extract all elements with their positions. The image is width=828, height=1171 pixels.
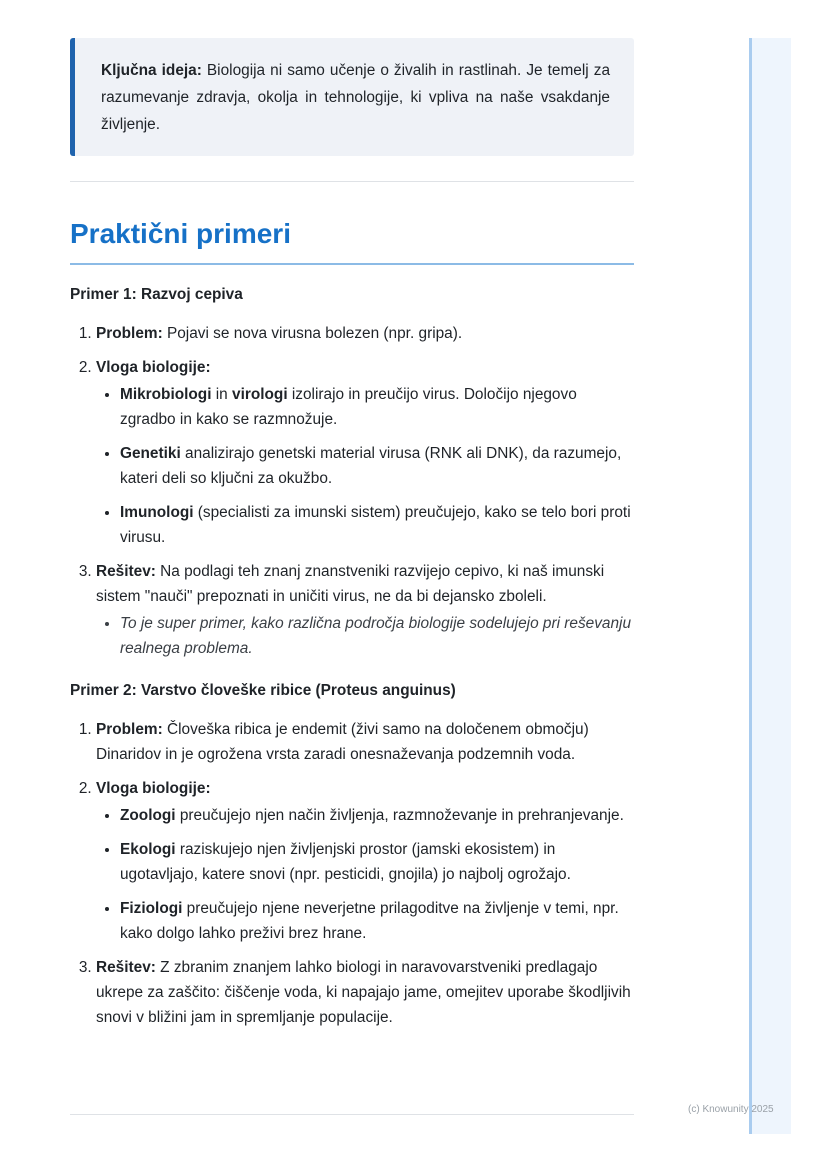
example-2-role <box>96 776 634 946</box>
example-2-title: Primer 2: Varstvo človeške ribice (Proteus anguinus) <box>70 682 456 699</box>
solution-note: • To je super primer, kako različna področja biologije sodelujejo pri reševanju realnega problema. <box>120 611 634 661</box>
solution-note-list <box>96 611 634 661</box>
role-name: Genetiki <box>120 445 181 462</box>
role-text: preučujejo njene neverjetne prilagoditve na življenje v temi, npr. kako dolgo lahko preživi brez hrane. <box>120 900 619 942</box>
section-title: Praktični primeri <box>70 216 634 265</box>
list-item <box>120 500 634 550</box>
example-1-role <box>96 355 634 550</box>
divider <box>70 181 634 182</box>
problem-label: Problem: <box>96 325 163 342</box>
example-1-list <box>70 321 634 661</box>
example-1-solution <box>96 559 634 661</box>
example-1-problem <box>96 321 634 346</box>
copyright-text: (c) Knowunity 2025 <box>688 1104 774 1115</box>
role-text: analizirajo genetski material virusa (RNK ali DNK), da razumejo, kateri deli so ključni za okužbo. <box>120 445 622 487</box>
page-sidebar <box>749 38 791 1134</box>
page-content <box>70 38 634 1039</box>
callout-text: Biologija ni samo učenje o živalih in rastlinah. Je temelj za razumevanje zdravja, okolja in tehnologije, ki vpliva na naše vsakdanje življenje. <box>101 62 610 133</box>
list-item <box>120 837 634 887</box>
list-item <box>120 441 634 491</box>
role-label: Vloga biologije: <box>96 780 211 797</box>
role-name: Mikrobiologi <box>120 386 212 403</box>
solution-label: Rešitev: <box>96 959 156 976</box>
problem-text: Človeška ribica je endemit (živi samo na določenem območju) Dinaridov in je ogrožena vrsta zaradi onesnaževanja podzemnih voda. <box>96 721 589 763</box>
example-2-problem <box>96 717 634 767</box>
example-2-roles <box>96 803 634 946</box>
solution-text: Na podlagi teh znanj znanstveniki razvijejo cepivo, ki naš imunski sistem "nauči" prepoznati in uničiti virus, ne da bi dejansko zboleli. <box>96 563 605 605</box>
solution-label: Rešitev: <box>96 563 156 580</box>
callout-label: Ključna ideja: <box>101 62 202 79</box>
role-text: in <box>211 386 233 403</box>
role-name: Zoologi <box>120 807 176 824</box>
role-name: Ekologi <box>120 841 176 858</box>
role-text: preučujejo njen način življenja, razmnoževanje in prehranjevanje. <box>175 807 624 824</box>
role-label: Vloga biologije: <box>96 359 211 376</box>
problem-label: Problem: <box>96 721 163 738</box>
example-1-title: Primer 1: Razvoj cepiva <box>70 286 243 303</box>
problem-text: Pojavi se nova virusna bolezen (npr. gripa). <box>162 325 463 342</box>
role-text: (specialisti za imunski sistem) preučujejo, kako se telo bori proti virusu. <box>120 504 631 546</box>
role-name: Imunologi <box>120 504 194 521</box>
role-name: Fiziologi <box>120 900 183 917</box>
key-idea-callout <box>70 38 634 156</box>
example-2-list <box>70 717 634 1030</box>
list-item <box>120 896 634 946</box>
list-item <box>120 803 634 828</box>
role-text: raziskujejo njen življenjski prostor (jamski ekosistem) in ugotavljajo, katere snovi (npr. pesticidi, gnojila) jo najbolj ogrožajo. <box>120 841 571 883</box>
example-2-solution <box>96 955 634 1030</box>
list-item <box>120 382 634 432</box>
role-name: virologi <box>232 386 288 403</box>
example-1-roles <box>96 382 634 550</box>
footer-divider <box>70 1114 634 1115</box>
solution-text: Z zbranim znanjem lahko biologi in naravovarstveniki predlagajo ukrepe za zaščito: čiščenje voda, ki napajajo jame, omejitev uporabe škodljivih snovi v bližini jam in spremljanje populacije. <box>96 959 631 1026</box>
role-text: izolirajo in preučijo virus. Določijo njegovo zgradbo in kako se razmnožuje. <box>120 386 577 428</box>
